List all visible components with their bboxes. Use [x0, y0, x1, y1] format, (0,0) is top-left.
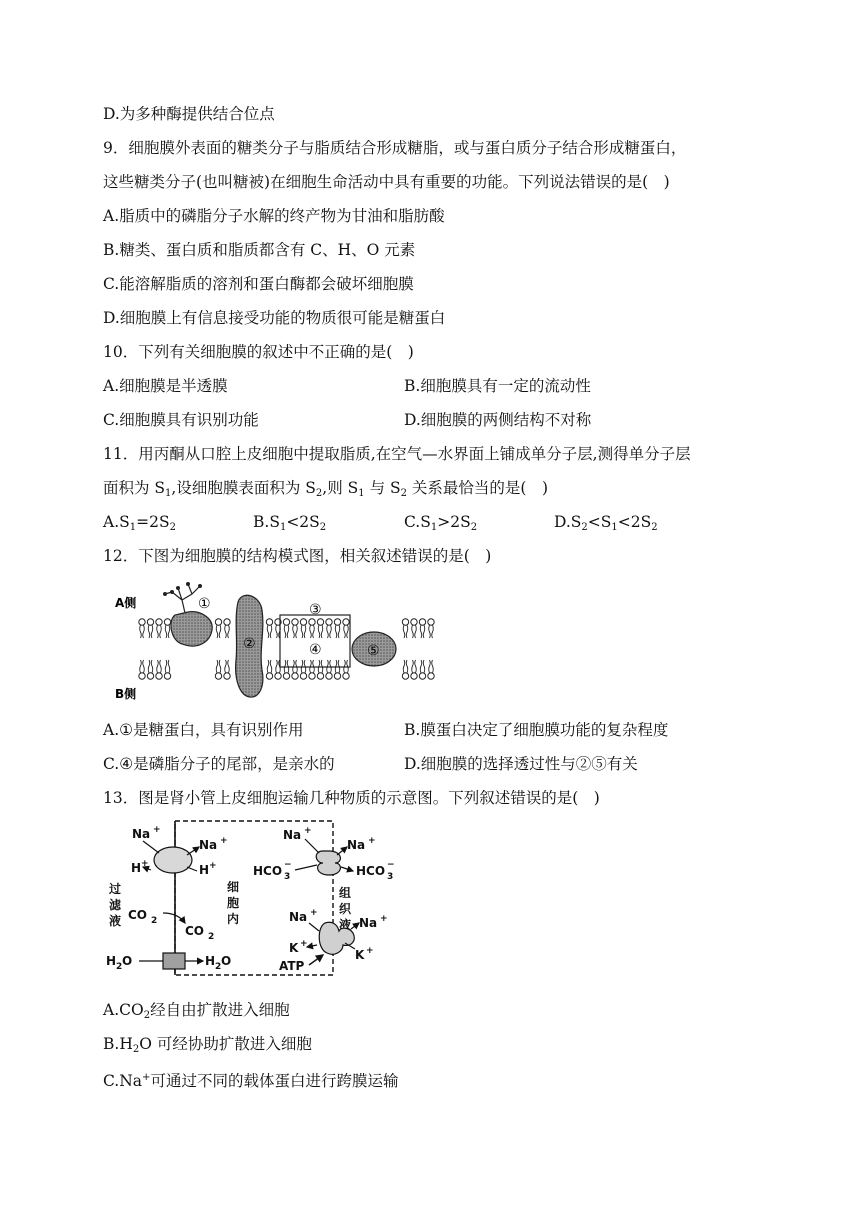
q12-option-d: D.细胞膜的选择透过性与②⑤有关 [404, 755, 638, 773]
phospholipid-inner [419, 660, 425, 679]
cell-membrane-diagram [110, 580, 440, 710]
svg-text:+: + [304, 826, 312, 836]
phospholipid-outer [292, 619, 298, 638]
phospholipid-outer [283, 619, 289, 638]
q13-option-a: $A.CO_2$经自由扩散进入细胞 [103, 1001, 290, 1021]
q10-option-a: A.细胞膜是半透膜 [103, 377, 228, 395]
phospholipid-outer [326, 619, 332, 638]
svg-text:3: 3 [387, 872, 394, 882]
phospholipid-outer [300, 619, 306, 638]
svg-text:−: − [387, 860, 395, 870]
svg-text:ATP: ATP [279, 959, 305, 973]
svg-text:Na: Na [132, 827, 151, 841]
svg-text:滤: 滤 [109, 898, 122, 912]
label-5: ⑤ [367, 643, 380, 659]
q10-option-b: B.细胞膜具有一定的流动性 [404, 377, 591, 395]
q13-option-b: $B.H_2O$ 可经协助扩散进入细胞 [103, 1035, 312, 1055]
q11-option-b: $B.S_1<2S_2$ [253, 513, 327, 533]
svg-text:H: H [205, 954, 216, 968]
svg-text:织: 织 [339, 902, 352, 916]
phospholipid-outer [309, 619, 315, 638]
svg-text:K: K [289, 941, 299, 955]
svg-text:+: + [153, 825, 161, 835]
q9-stem-line2: 这些糖类分子(也叫糖被)在细胞生命活动中具有重要的功能。下列说法错误的是( ) [103, 173, 670, 191]
phospholipid-outer [164, 619, 170, 638]
phospholipid-outer [402, 619, 408, 638]
phospholipid-inner [300, 660, 306, 679]
q9-option-d: D.细胞膜上有信息接受功能的物质很可能是糖蛋白 [103, 309, 446, 327]
phospholipid-outer [343, 619, 349, 638]
q11-option-a: $A.S_1=2S_2$ [103, 513, 176, 533]
svg-text:+: + [300, 939, 308, 949]
kidney-tubule-transport-diagram [103, 815, 403, 985]
q12-stem: 12．下图为细胞膜的结构模式图，相关叙述错误的是( ) [103, 547, 492, 565]
q11-stem-line1: 11．用丙酮从口腔上皮细胞中提取脂质,在空气—水界面上铺成单分子层,测得单分子层 [103, 445, 691, 463]
svg-text:K: K [355, 948, 365, 962]
q12-option-a: A.①是糖蛋白，具有识别作用 [103, 721, 304, 739]
svg-text:HCO: HCO [253, 864, 283, 878]
svg-text:内: 内 [227, 912, 240, 926]
phospholipid-inner [343, 660, 349, 679]
phospholipid-inner [334, 660, 340, 679]
phospholipid-outer [266, 619, 272, 638]
svg-text:+: + [366, 946, 374, 956]
svg-text:Na: Na [199, 838, 218, 852]
svg-text:O: O [122, 954, 133, 968]
q12-option-b: B.膜蛋白决定了细胞膜功能的复杂程度 [404, 721, 669, 739]
svg-text:液: 液 [339, 918, 352, 932]
svg-text:+: + [380, 914, 388, 924]
phospholipid-outer [317, 619, 323, 638]
phospholipid-inner [402, 660, 408, 679]
aquaporin [163, 953, 185, 969]
phospholipid-inner [317, 660, 323, 679]
phospholipid-inner [283, 660, 289, 679]
svg-text:H: H [199, 863, 210, 877]
svg-text:+: + [141, 859, 149, 869]
phospholipid-outer [419, 619, 425, 638]
svg-text:Na: Na [289, 910, 308, 924]
q10-stem: 10．下列有关细胞膜的叙述中不正确的是( ) [103, 343, 414, 361]
svg-text:细: 细 [227, 880, 240, 894]
svg-text:CO: CO [128, 908, 148, 922]
svg-text:2: 2 [116, 962, 123, 972]
label-3: ③ [309, 602, 322, 618]
sugar-chain [165, 584, 200, 613]
q11-option-d: $D.S_2<S_1<2S_2$ [554, 513, 658, 533]
svg-text:过: 过 [109, 882, 122, 896]
svg-text:胞: 胞 [227, 896, 240, 910]
q11-option-c: $C.S_1>2S_2$ [404, 513, 478, 533]
phospholipid-inner [215, 660, 221, 679]
phospholipid-outer [411, 619, 417, 638]
svg-text:+: + [220, 836, 228, 846]
svg-text:Na: Na [347, 838, 366, 852]
side-a-label: A侧 [115, 596, 137, 610]
side-b-label: B侧 [115, 687, 137, 701]
phospholipid-outer [224, 619, 230, 638]
q10-option-c: C.细胞膜具有识别功能 [103, 411, 259, 429]
q9-option-b: B.糖类、蛋白质和脂质都含有 C、H、O 元素 [103, 241, 416, 259]
label-1: ① [198, 596, 211, 612]
phospholipid-inner [411, 660, 417, 679]
svg-text:3: 3 [284, 872, 291, 882]
svg-text:CO: CO [185, 924, 205, 938]
phospholipid-inner [224, 660, 230, 679]
q13-stem: 13．图是肾小管上皮细胞运输几种物质的示意图。下列叙述错误的是( ) [103, 789, 600, 807]
q8-option-d: D.为多种酶提供结合位点 [103, 105, 275, 123]
phospholipid-inner [266, 660, 272, 679]
svg-text:H: H [106, 954, 117, 968]
phospholipid-inner [156, 660, 162, 679]
phospholipid-outer [334, 619, 340, 638]
svg-text:2: 2 [151, 916, 158, 926]
q9-option-c: C.能溶解脂质的溶剂和蛋白酶都会破坏细胞膜 [103, 275, 414, 293]
phospholipid-outer [156, 619, 162, 638]
q10-option-d: D.细胞膜的两侧结构不对称 [404, 411, 592, 429]
phospholipid-outer [215, 619, 221, 638]
q9-stem-line1: 9．细胞膜外表面的糖类分子与脂质结合形成糖脂，或与蛋白质分子结合形成糖蛋白， [103, 139, 687, 157]
q13-option-c: C.Na+可通过不同的载体蛋白进行跨膜运输 [103, 1072, 399, 1090]
phospholipid-inner [292, 660, 298, 679]
phospholipid-outer [139, 619, 145, 638]
svg-text:−: − [284, 860, 292, 870]
svg-text:2: 2 [208, 932, 215, 942]
q9-option-a: A.脂质中的磷脂分子水解的终产物为甘油和脂肪酸 [103, 207, 445, 225]
svg-text:2: 2 [215, 962, 222, 972]
na-h-exchanger [154, 847, 192, 873]
label-4: ④ [309, 642, 322, 658]
phospholipid-inner [147, 660, 153, 679]
svg-text:HCO: HCO [356, 864, 386, 878]
svg-text:+: + [368, 836, 376, 846]
svg-text:+: + [209, 861, 217, 871]
phospholipid-outer [147, 619, 153, 638]
phospholipid-inner [326, 660, 332, 679]
phospholipid-inner [139, 660, 145, 679]
phospholipid-inner [309, 660, 315, 679]
q12-option-c: C.④是磷脂分子的尾部，是亲水的 [103, 755, 335, 773]
svg-text:液: 液 [109, 914, 122, 928]
svg-text:Na: Na [283, 828, 302, 842]
svg-text:+: + [310, 908, 318, 918]
svg-text:组: 组 [339, 886, 352, 900]
svg-text:Na: Na [359, 916, 378, 930]
svg-text:O: O [221, 954, 232, 968]
q11-stem-line2: 面积为 $S_1$,设细胞膜表面积为 $S_2$,则 $S_1$ 与 $S_2$ 关系最恰当的是( ) [103, 479, 549, 499]
phospholipid-inner [164, 660, 170, 679]
phospholipid-inner [428, 660, 434, 679]
label-2: ② [243, 636, 256, 652]
glycoprotein-1 [171, 612, 212, 646]
phospholipid-outer [428, 619, 434, 638]
svg-text:H: H [131, 861, 142, 875]
